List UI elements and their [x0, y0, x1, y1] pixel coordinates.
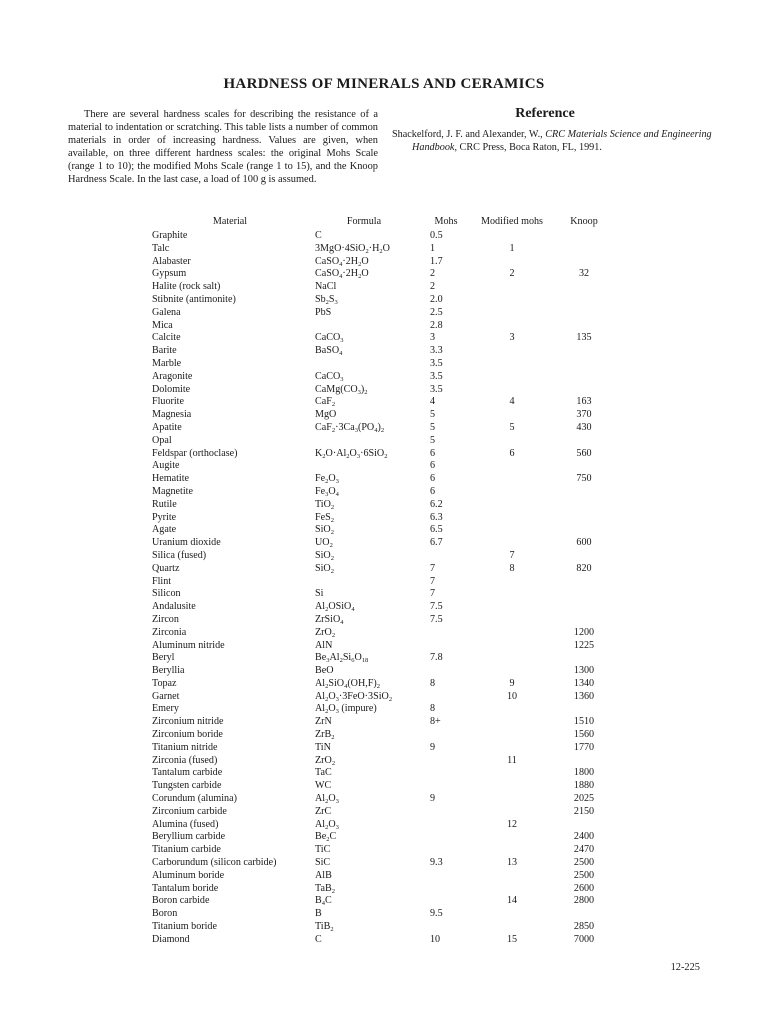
reference-citation: [392, 128, 730, 154]
material-cell: Magnetite: [152, 485, 193, 497]
material-cell: Beryl: [152, 652, 175, 664]
table-row: [0, 499, 768, 512]
mohs-cell: 5: [430, 434, 436, 446]
formula-cell: BaSO$_4$: [315, 345, 343, 358]
table-row: [0, 703, 768, 716]
table-row: [0, 409, 768, 422]
table-row: [0, 780, 768, 793]
material-cell: Andalusite: [152, 601, 196, 613]
intro-paragraph: There are several hardness scales for describing the resistance of a material to indentation or scratching. This table lists a number of common materials in order of increasing hardness. Values are given, when available, on three different hardness scales: the original Mohs Scale (range 1 to 10); the modified Mohs Scale (range 1 to 15), and the Knoop Hardness Scale. In the last case, a load of 100 g is assumed.: [68, 109, 378, 185]
material-cell: Calcite: [152, 332, 181, 344]
formula-cell: $Al_2OSiO_4$: [315, 601, 355, 614]
table-row: [0, 345, 768, 358]
material-cell: Alumina (fused): [152, 818, 219, 830]
knoop-cell-value: 2400: [573, 831, 595, 843]
modified-mohs-cell-value: 6: [509, 447, 515, 459]
table-row: [0, 243, 768, 256]
mohs-cell: 3.5: [430, 383, 443, 395]
table-row: [0, 767, 768, 780]
table-row: [0, 601, 768, 614]
formula-cell: TaC: [315, 767, 332, 779]
modified-mohs-cell-value: 4: [509, 396, 515, 408]
table-row: [0, 908, 768, 921]
table-row: [0, 883, 768, 896]
knoop-cell-value: 2150: [573, 805, 595, 817]
table-row: [0, 640, 768, 653]
table-row: [0, 844, 768, 857]
reference-heading: Reference: [515, 106, 575, 121]
formula-cell: $Be_2C$: [315, 831, 337, 844]
formula-cell: AlB: [315, 869, 332, 881]
table-row: [0, 332, 768, 345]
formula-cell: ZrO$_2$: [315, 626, 336, 639]
modified-mohs-cell-value: 2: [509, 268, 515, 280]
material-cell: Tantalum boride: [152, 882, 219, 894]
table-row: [0, 422, 768, 435]
modified-mohs-cell-value: 12: [506, 818, 518, 830]
mohs-cell: 3.3: [430, 345, 443, 357]
table-row: [0, 448, 768, 461]
table-row: [0, 819, 768, 832]
formula-cell: $Al_2SiO_4(OH,F)_2$: [315, 677, 381, 690]
header-formula-label: Formula: [346, 216, 382, 227]
formula-cell: $UO_2$: [315, 537, 333, 550]
modified-mohs-cell-value: 13: [506, 857, 518, 869]
material-cell: Topaz: [152, 677, 177, 689]
formula-cell: Si: [315, 588, 324, 600]
reference-publisher: , CRC Press, Boca Raton, FL, 1991.: [454, 142, 602, 153]
material-cell: Pyrite: [152, 511, 177, 523]
mohs-cell: 8+: [430, 716, 441, 728]
formula-cell: ZrN: [315, 716, 332, 728]
mohs-cell: 7.5: [430, 601, 443, 613]
material-cell: Apatite: [152, 421, 182, 433]
material-cell: Mica: [152, 319, 173, 331]
table-row: [0, 524, 768, 537]
material-cell: Gypsum: [152, 268, 187, 280]
mohs-cell: 9: [430, 793, 436, 805]
table-row: [0, 870, 768, 883]
formula-cell: ZrO$_2$: [315, 754, 336, 767]
material-cell: Silicon: [152, 588, 181, 600]
material-cell: Zirconia: [152, 626, 187, 638]
mohs-cell: 3.5: [430, 357, 443, 369]
knoop-cell-value: 600: [576, 537, 592, 549]
knoop-cell-value: 370: [576, 409, 592, 421]
mohs-cell: 7: [430, 588, 436, 600]
formula-cell: $Al_2O_3$: [315, 818, 339, 831]
table-row: [0, 716, 768, 729]
formula-cell: $Al_2O_3$: [315, 793, 339, 806]
mohs-cell: 0.5: [430, 230, 443, 241]
formula-cell: BeO: [315, 665, 334, 677]
mohs-cell: 5: [430, 409, 436, 421]
table-row: [0, 755, 768, 768]
formula-cell: $K_2O\cdot Al_2O_3\cdot 6SiO_2$: [315, 447, 388, 460]
material-cell: Tantalum carbide: [152, 767, 223, 779]
table-row: [0, 652, 768, 665]
header-modified-label: Modified mohs: [481, 216, 543, 227]
formula-cell: TiC: [315, 844, 331, 856]
material-cell: Quartz: [152, 562, 180, 574]
material-cell: Dolomite: [152, 383, 191, 395]
formula-cell: $CaSO_4\cdot 2H_2O$: [315, 255, 369, 268]
reference-authors: Shackelford, J. F. and Alexander, W.,: [392, 129, 546, 140]
modified-mohs-cell-value: 14: [506, 895, 518, 907]
knoop-cell-value: 1770: [573, 741, 595, 753]
formula-cell: TaB$_2$: [315, 882, 335, 895]
modified-mohs-cell-value: 10: [506, 690, 518, 702]
mohs-cell: 2.0: [430, 293, 443, 305]
header-mohs-label: Mohs: [434, 216, 458, 227]
knoop-cell-value: 2850: [573, 921, 595, 933]
material-cell: Tungsten carbide: [152, 780, 222, 792]
formula-cell: ZrB$_2$: [315, 729, 335, 742]
modified-mohs-cell-value: 7: [509, 549, 515, 561]
formula-cell: CaCO$_3$: [315, 370, 344, 383]
reference-book-title: CRC Materials Science and Engineering Handbook: [412, 129, 712, 153]
material-cell: Emery: [152, 703, 179, 715]
table-row: [0, 384, 768, 397]
knoop-cell-value: 560: [576, 447, 592, 459]
mohs-cell: 6.5: [430, 524, 443, 536]
table-row: [0, 473, 768, 486]
material-cell: Feldspar (orthoclase): [152, 447, 238, 459]
knoop-cell-value: 1225: [573, 639, 595, 651]
material-cell: Fluorite: [152, 396, 184, 408]
modified-mohs-cell-value: 3: [509, 332, 515, 344]
material-cell: Aluminum nitride: [152, 639, 225, 651]
mohs-cell: 7: [430, 575, 436, 587]
modified-mohs-cell-value: 1: [509, 242, 515, 254]
formula-cell: $Be_3Al_2Si_6O_{18}$: [315, 652, 369, 665]
mohs-cell: 2: [430, 281, 436, 293]
table-row: [0, 460, 768, 473]
modified-mohs-cell-value: 9: [509, 677, 515, 689]
table-row: [0, 831, 768, 844]
formula-cell: ZrSiO$_4$: [315, 613, 344, 626]
formula-cell: SiO$_2$: [315, 562, 334, 575]
mohs-cell: 1: [430, 242, 436, 254]
formula-cell: C: [315, 933, 322, 945]
formula-cell: WC: [315, 780, 332, 792]
formula-cell: $Fe_3O_4$: [315, 485, 339, 498]
mohs-cell: 3: [430, 332, 436, 344]
knoop-cell-value: 163: [576, 396, 592, 408]
knoop-cell-value: 1560: [573, 729, 595, 741]
formula-cell: $Fe_2O_3$: [315, 473, 339, 486]
mohs-cell: 2.8: [430, 319, 443, 331]
knoop-cell-value: 1800: [573, 767, 595, 779]
formula-cell: CaF$_2$: [315, 396, 336, 409]
material-cell: Graphite: [152, 230, 188, 241]
material-cell: Magnesia: [152, 409, 192, 421]
material-cell: Diamond: [152, 933, 190, 945]
material-cell: Flint: [152, 575, 172, 587]
table-row: [0, 230, 768, 243]
mohs-cell: 1.7: [430, 255, 443, 267]
table-row: [0, 729, 768, 742]
table-row: [0, 550, 768, 563]
mohs-cell: 10: [430, 933, 441, 945]
material-cell: Titanium nitride: [152, 741, 218, 753]
material-cell: Titanium carbide: [152, 844, 221, 856]
knoop-cell-value: 1200: [573, 626, 595, 638]
mohs-cell: 6.3: [430, 511, 443, 523]
material-cell: Marble: [152, 357, 182, 369]
material-cell: Carborundum (silicon carbide): [152, 857, 277, 869]
material-cell: Beryllium carbide: [152, 831, 226, 843]
formula-cell: $B_4C$: [315, 895, 332, 908]
mohs-cell: 9: [430, 741, 436, 753]
header-material-label: Material: [212, 216, 248, 227]
mohs-cell: 7.8: [430, 652, 443, 664]
material-cell: Boron: [152, 908, 178, 920]
mohs-cell: 8: [430, 703, 436, 715]
material-cell: Aluminum boride: [152, 869, 225, 881]
table-header-row: [0, 216, 768, 229]
table-body: [0, 230, 768, 947]
material-cell: Zirconium carbide: [152, 805, 227, 817]
table-row: [0, 627, 768, 640]
formula-cell: AlN: [315, 639, 333, 651]
mohs-cell: 6: [430, 485, 436, 497]
table-row: [0, 512, 768, 525]
table-row: [0, 742, 768, 755]
mohs-cell: 5: [430, 421, 436, 433]
material-cell: Zirconium boride: [152, 729, 223, 741]
formula-cell: B: [315, 908, 322, 920]
formula-cell: TiB$_2$: [315, 921, 334, 934]
material-cell: Rutile: [152, 498, 177, 510]
mohs-cell: 7: [430, 562, 436, 574]
material-cell: Zirconium nitride: [152, 716, 224, 728]
material-cell: Aragonite: [152, 370, 193, 382]
material-cell: Garnet: [152, 690, 180, 702]
table-row: [0, 281, 768, 294]
table-row: [0, 320, 768, 333]
knoop-cell-value: 430: [576, 421, 592, 433]
knoop-cell-value: 1880: [573, 780, 595, 792]
formula-cell: NaCl: [315, 281, 337, 293]
table-row: [0, 268, 768, 281]
modified-mohs-cell-value: 8: [509, 562, 515, 574]
formula-cell: TiO$_2$: [315, 498, 335, 511]
formula-cell: PbS: [315, 306, 332, 318]
table-row: [0, 857, 768, 870]
table-row: [0, 396, 768, 409]
knoop-cell-value: 2800: [573, 895, 595, 907]
table-row: [0, 563, 768, 576]
table-row: [0, 256, 768, 269]
mohs-cell: 6: [430, 447, 436, 459]
formula-cell: CaCO$_3$: [315, 332, 344, 345]
table-row: [0, 895, 768, 908]
table-row: [0, 486, 768, 499]
formula-cell: $3MgO\cdot 4SiO_2\cdot H_2O$: [315, 242, 390, 255]
mohs-cell: 6: [430, 460, 436, 472]
modified-mohs-cell-value: 11: [507, 754, 517, 766]
mohs-cell: 4: [430, 396, 436, 408]
knoop-cell-value: 1340: [573, 677, 595, 689]
material-cell: Titanium boride: [152, 921, 217, 933]
material-cell: Talc: [152, 242, 170, 254]
formula-cell: TiN: [315, 741, 331, 753]
mohs-cell: 7.5: [430, 613, 443, 625]
material-cell: Agate: [152, 524, 177, 536]
formula-cell: FeS$_2$: [315, 511, 334, 524]
material-cell: Boron carbide: [152, 895, 210, 907]
knoop-cell-value: 2470: [573, 844, 595, 856]
knoop-cell-value: 32: [578, 268, 590, 280]
material-cell: Silica (fused): [152, 549, 207, 561]
material-cell: Augite: [152, 460, 180, 472]
knoop-cell-value: 1300: [573, 665, 595, 677]
table-row: [0, 665, 768, 678]
mohs-cell: 3.5: [430, 370, 443, 382]
table-row: [0, 435, 768, 448]
material-cell: Corundum (alumina): [152, 793, 237, 805]
material-cell: Alabaster: [152, 255, 191, 267]
formula-cell: ZrC: [315, 805, 332, 817]
formula-cell: $CaF_2\cdot 3Ca_3(PO_4)_2$: [315, 421, 385, 434]
mohs-cell: 9.3: [430, 857, 443, 869]
knoop-cell-value: 820: [576, 562, 592, 574]
table-row: [0, 294, 768, 307]
page-title: HARDNESS OF MINERALS AND CERAMICS: [223, 76, 545, 92]
material-cell: Opal: [152, 434, 172, 446]
table-row: [0, 678, 768, 691]
material-cell: Barite: [152, 345, 177, 357]
material-cell: Zirconia (fused): [152, 754, 218, 766]
formula-cell: $CaMg(CO_3)_2$: [315, 383, 368, 396]
mohs-cell: 2: [430, 268, 436, 280]
knoop-cell-value: 2500: [573, 857, 595, 869]
material-cell: Beryllia: [152, 665, 185, 677]
table-row: [0, 371, 768, 384]
knoop-cell-value: 750: [576, 473, 592, 485]
formula-cell: MgO: [315, 409, 337, 421]
header-knoop-label: Knoop: [570, 216, 598, 227]
knoop-cell-value: 2600: [573, 882, 595, 894]
mohs-cell: 8: [430, 677, 436, 689]
table-row: [0, 576, 768, 589]
knoop-cell-value: 1510: [573, 716, 595, 728]
knoop-cell-value: 7000: [573, 933, 595, 945]
modified-mohs-cell-value: 5: [509, 421, 515, 433]
hardness-table: [0, 216, 768, 947]
material-cell: Uranium dioxide: [152, 537, 221, 549]
table-row: [0, 921, 768, 934]
knoop-cell-value: 135: [576, 332, 592, 344]
mohs-cell: 6.2: [430, 498, 443, 510]
material-cell: Halite (rock salt): [152, 281, 221, 293]
material-cell: Zircon: [152, 613, 179, 625]
page-number: 12-225: [670, 962, 700, 973]
formula-cell: SiC: [315, 857, 331, 869]
formula-cell: $Al_2O_3\cdot 3FeO\cdot 3SiO_2$: [315, 690, 393, 703]
formula-cell: SiO$_2$: [315, 549, 334, 562]
knoop-cell-value: 1360: [573, 690, 595, 702]
table-row: [0, 307, 768, 320]
table-row: [0, 934, 768, 947]
table-row: [0, 793, 768, 806]
material-cell: Hematite: [152, 473, 189, 485]
material-cell: Galena: [152, 306, 181, 318]
knoop-cell-value: 2500: [573, 869, 595, 881]
table-row: [0, 614, 768, 627]
table-row: [0, 358, 768, 371]
knoop-cell-value: 2025: [573, 793, 595, 805]
mohs-cell: 6: [430, 473, 436, 485]
table-row: [0, 588, 768, 601]
modified-mohs-cell-value: 15: [506, 933, 518, 945]
formula-cell: SiO$_2$: [315, 524, 334, 537]
table-row: [0, 537, 768, 550]
mohs-cell: 2.5: [430, 306, 443, 318]
formula-cell: C: [315, 230, 322, 241]
table-row: [0, 806, 768, 819]
formula-cell: $CaSO_4\cdot 2H_2O$: [315, 268, 369, 281]
mohs-cell: 9.5: [430, 908, 443, 920]
mohs-cell: 6.7: [430, 537, 443, 549]
formula-cell: $Al_2O_3$ (impure): [315, 703, 377, 716]
formula-cell: $Sb_2S_3$: [315, 293, 338, 306]
table-row: [0, 691, 768, 704]
material-cell: Stibnite (antimonite): [152, 293, 236, 305]
